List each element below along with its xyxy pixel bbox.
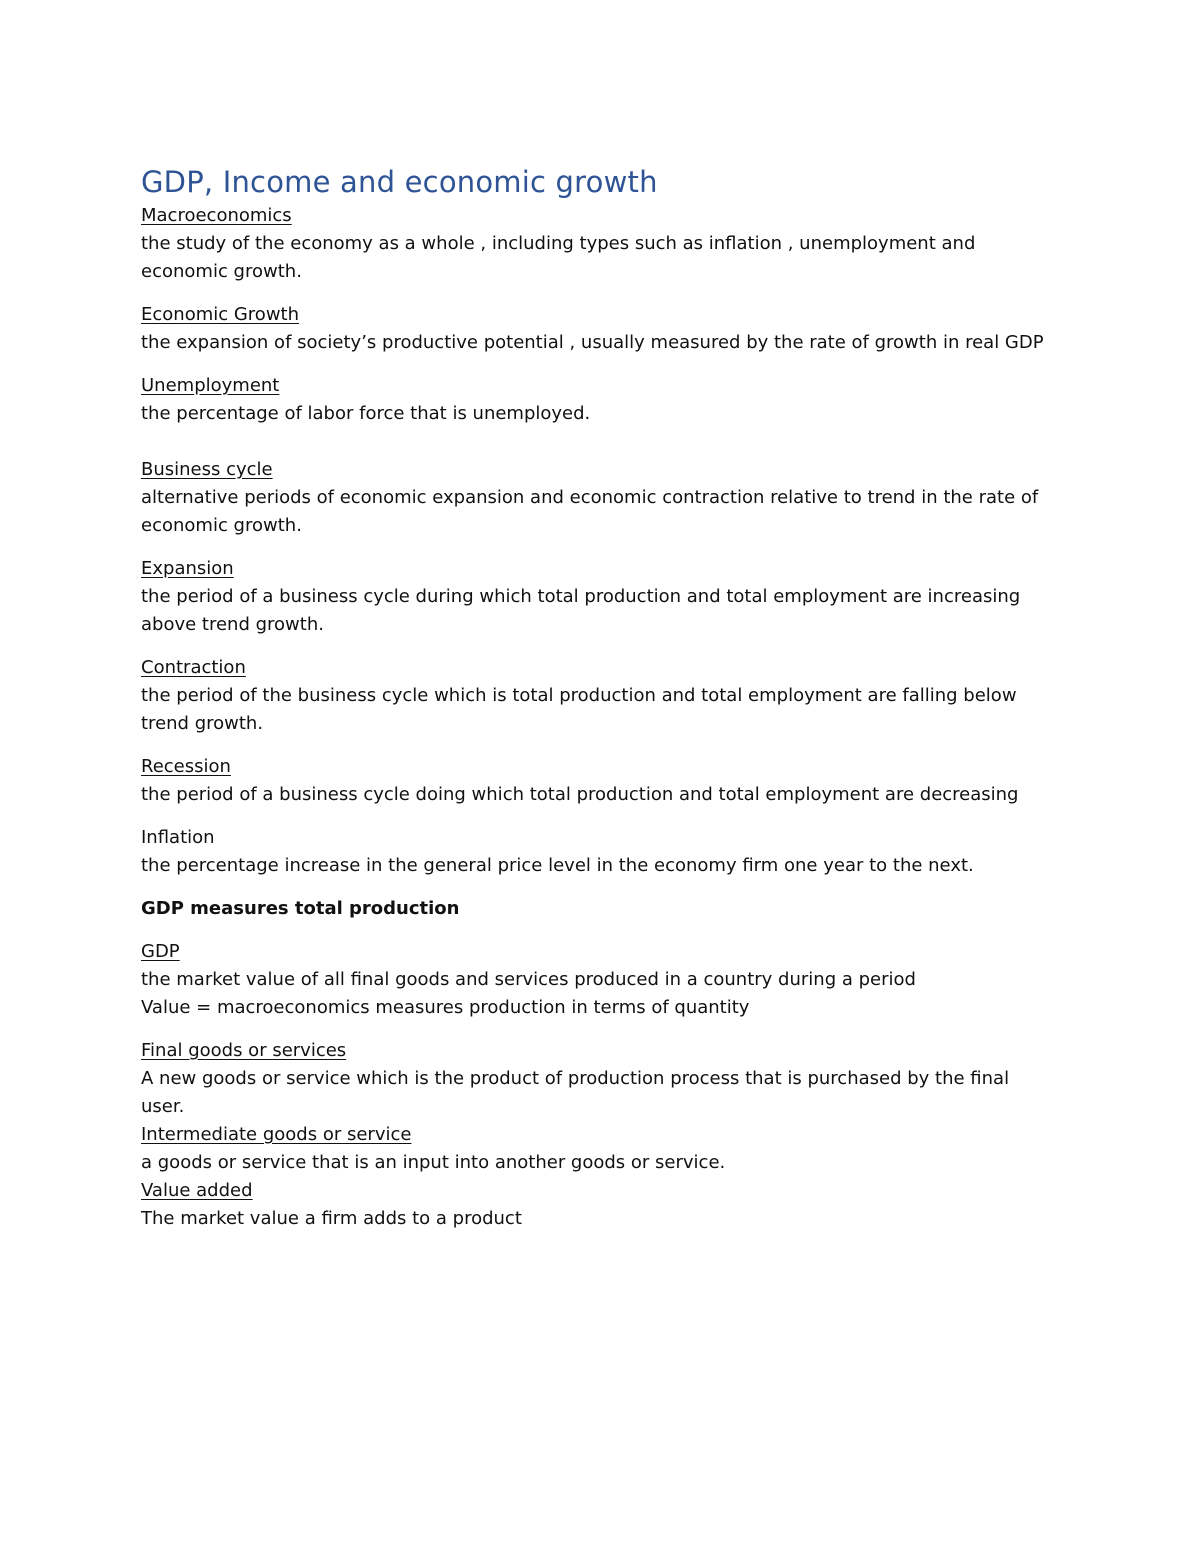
definition-unemployment: the percentage of labor force that is unemployed. — [141, 403, 591, 424]
definition-entry-inflation — [141, 824, 1056, 880]
definition-gdp-value-note: Value = macroeconomics measures production in terms of quantity — [141, 997, 750, 1018]
definition-intermediate-goods: a goods or service that is an input into another goods or service. — [141, 1152, 726, 1173]
term-contraction: Contraction — [141, 657, 246, 678]
definition-entry-unemployment — [141, 372, 1056, 428]
term-recession: Recession — [141, 756, 231, 777]
definition-entry-final-goods — [141, 1037, 1056, 1121]
definition-expansion: the period of a business cycle during which total production and total employment are increasing above trend growth. — [141, 586, 1021, 635]
definition-entry-recession — [141, 753, 1056, 809]
term-intermediate-goods: Intermediate goods or service — [141, 1124, 412, 1145]
document-title: GDP, Income and economic growth — [141, 165, 658, 199]
section-heading-gdp: GDP measures total production — [141, 898, 460, 919]
definition-entry-value-added — [141, 1177, 1056, 1233]
definition-inflation: the percentage increase in the general price level in the economy firm one year to the next. — [141, 855, 974, 876]
document-body — [141, 162, 1056, 1233]
definition-contraction: the period of the business cycle which is total production and total employment are falling below trend growth. — [141, 685, 1017, 734]
term-macroeconomics: Macroeconomics — [141, 205, 292, 226]
definition-entry-intermediate-goods — [141, 1121, 1056, 1177]
definition-macroeconomics: the study of the economy as a whole , including types such as inflation , unemployment and economic growth. — [141, 233, 976, 282]
term-value-added: Value added — [141, 1180, 253, 1201]
term-business-cycle: Business cycle — [141, 459, 273, 480]
definition-recession: the period of a business cycle doing which total production and total employment are decreasing — [141, 784, 1019, 805]
definition-economic-growth: the expansion of society’s productive potential , usually measured by the rate of growth in real GDP — [141, 332, 1044, 353]
term-inflation: Inflation — [141, 827, 215, 848]
term-unemployment: Unemployment — [141, 375, 280, 396]
definition-entry-business-cycle — [141, 456, 1056, 540]
term-gdp: GDP — [141, 941, 180, 962]
definition-entry-contraction — [141, 654, 1056, 738]
term-final-goods: Final goods or services — [141, 1040, 347, 1061]
definition-entry-expansion — [141, 555, 1056, 639]
definition-value-added: The market value a firm adds to a product — [141, 1208, 522, 1229]
term-economic-growth: Economic Growth — [141, 304, 300, 325]
definition-final-goods: A new goods or service which is the product of production process that is purchased by the final user. — [141, 1068, 1010, 1117]
term-expansion: Expansion — [141, 558, 234, 579]
definition-gdp: the market value of all final goods and services produced in a country during a period — [141, 969, 916, 990]
definition-business-cycle: alternative periods of economic expansion and economic contraction relative to trend in the rate of economic growth. — [141, 487, 1039, 536]
definition-entry-gdp — [141, 938, 1056, 1022]
definition-entry-macroeconomics — [141, 202, 1056, 286]
definition-entry-economic-growth — [141, 301, 1056, 357]
